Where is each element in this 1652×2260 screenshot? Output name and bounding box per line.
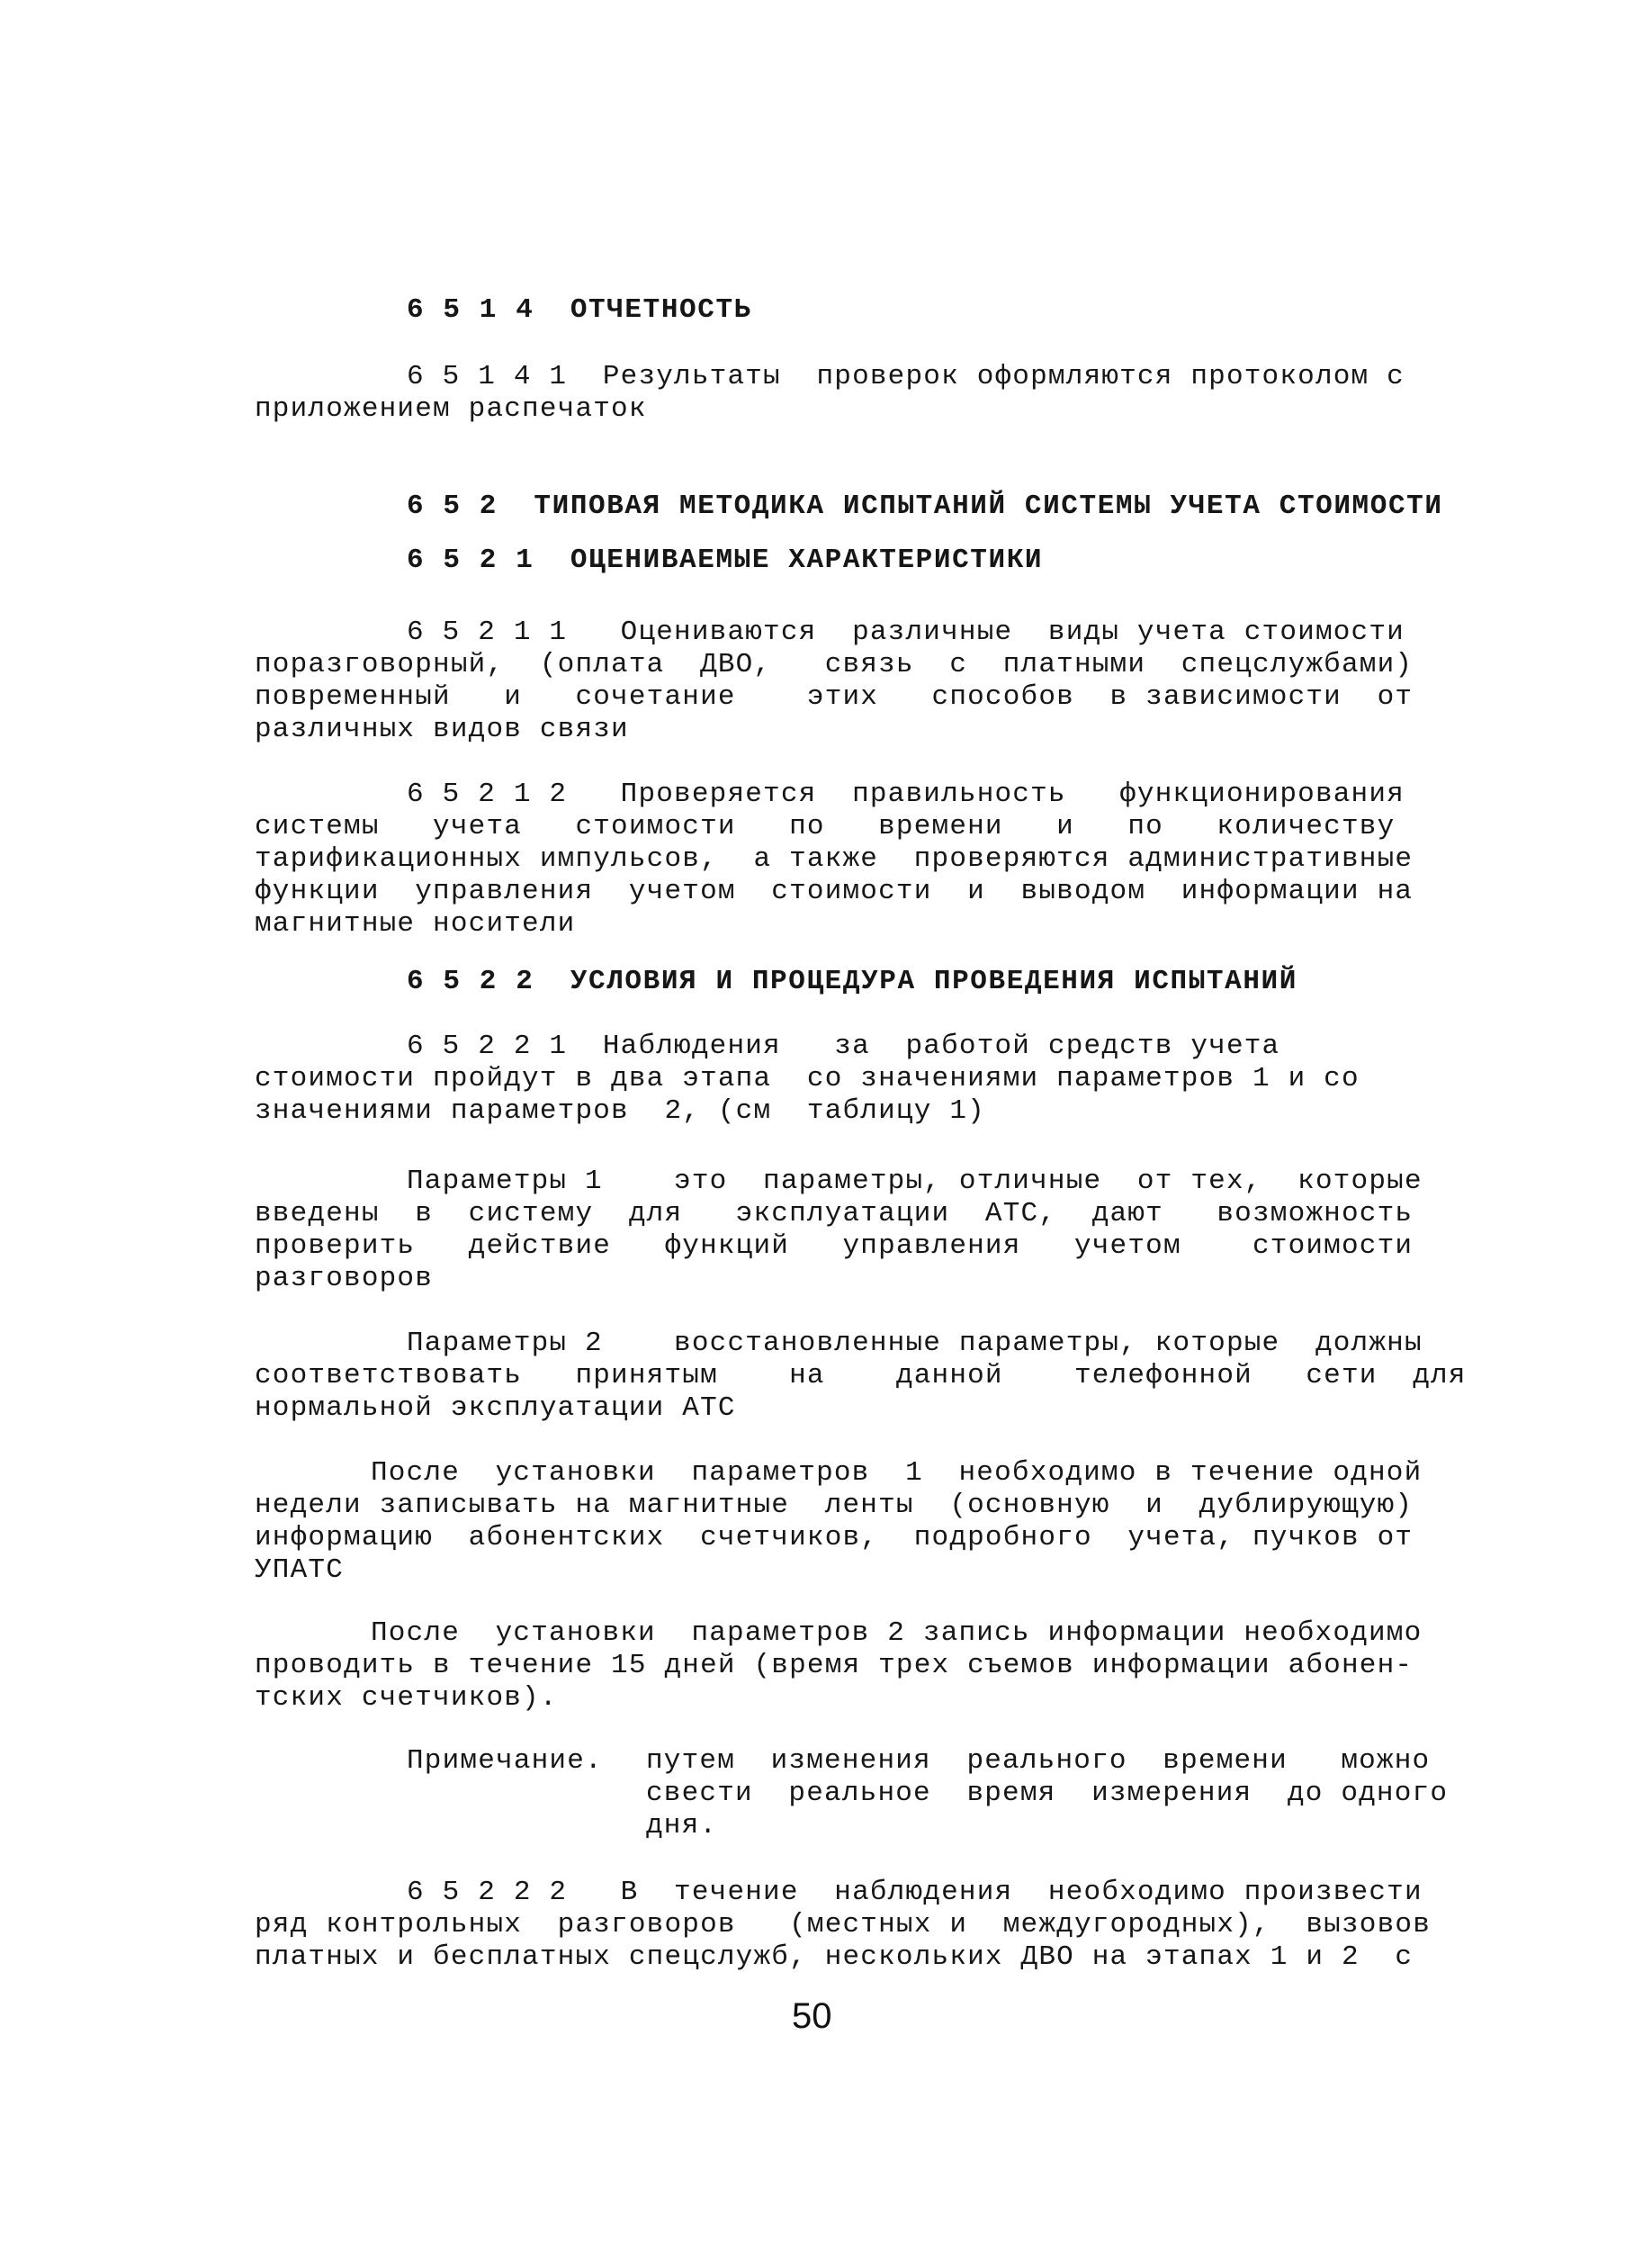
paragraph-params1-line: введены в систему для эксплуатации АТС, дают возможность — [255, 1198, 1414, 1229]
note-text-line: свести реальное время измерения до одного — [646, 1778, 1449, 1809]
paragraph-65221-line: значениями параметров 2, (см таблицу 1) — [255, 1095, 985, 1127]
paragraph-65211-line: 6 5 2 1 1 Оцениваются различные виды учета стоимости — [407, 617, 1405, 648]
paragraph-65221-line: 6 5 2 2 1 Наблюдения за работой средств учета — [407, 1031, 1280, 1062]
paragraph-after-params2-line: тских счетчиков). — [255, 1682, 558, 1714]
paragraph-after-params1-line: УПАТС — [255, 1554, 345, 1586]
paragraph-params1-line: разговоров — [255, 1263, 434, 1294]
paragraph-65222-line: 6 5 2 2 2 В течение наблюдения необходимо произвести — [407, 1877, 1423, 1908]
paragraph-params1-line: Параметры 1 это параметры, отличные от тех, которые — [407, 1166, 1423, 1197]
section-heading-6521: 6 5 2 1 ОЦЕНИВАЕМЫЕ ХАРАКТЕРИСТИКИ — [407, 545, 1044, 576]
paragraph-65222-line: ряд контрольных разговоров (местных и междугородных), вызовов — [255, 1909, 1431, 1940]
paragraph-65212-line: тарификационных импульсов, а также проверяются административные — [255, 843, 1414, 875]
paragraph-after-params2-line: проводить в течение 15 дней (время трех съемов информации абонен- — [255, 1650, 1414, 1681]
paragraph-65212-line: магнитные носители — [255, 908, 576, 940]
paragraph-65212-line: функции управления учетом стоимости и выводом информации на — [255, 876, 1414, 907]
section-heading-6514: 6 5 1 4 ОТЧЕТНОСТЬ — [407, 294, 752, 326]
paragraph-after-params1-line: После установки параметров 1 необходимо в течение одной — [371, 1457, 1423, 1489]
paragraph-65211-line: поразговорный, (оплата ДВО, связь с платными спецслужбами) — [255, 649, 1414, 680]
section-heading-652: 6 5 2 ТИПОВАЯ МЕТОДИКА ИСПЫТАНИЙ СИСТЕМЫ УЧЕТА СТОИМОСТИ — [407, 491, 1443, 522]
paragraph-params2-line: нормальной эксплуатации АТС — [255, 1392, 736, 1424]
paragraph-65211-line: повременный и сочетание этих способов в зависимости от — [255, 681, 1414, 713]
paragraph-65211-line: различных видов связи — [255, 714, 629, 745]
note-label: Примечание. — [407, 1745, 603, 1777]
paragraph-65141-line: приложением распечаток — [255, 393, 647, 425]
section-heading-6522: 6 5 2 2 УСЛОВИЯ И ПРОЦЕДУРА ПРОВЕДЕНИЯ ИСПЫТАНИЙ — [407, 966, 1297, 997]
paragraph-params1-line: проверить действие функций управления учетом стоимости — [255, 1230, 1414, 1262]
paragraph-params2-line: Параметры 2 восстановленные параметры, которые должны — [407, 1328, 1423, 1359]
paragraph-65141-line: 6 5 1 4 1 Результаты проверок оформляются протоколом с — [407, 361, 1405, 392]
note-text-line: дня. — [646, 1810, 718, 1841]
paragraph-after-params1-line: недели записывать на магнитные ленты (основную и дублирующую) — [255, 1490, 1414, 1521]
paragraph-65221-line: стоимости пройдут в два этапа со значениями параметров 1 и со — [255, 1063, 1360, 1094]
paragraph-65212-line: 6 5 2 1 2 Проверяется правильность функционирования — [407, 779, 1405, 810]
paragraph-params2-line: соответствовать принятым на данной телефонной сети для — [255, 1360, 1467, 1391]
note-text-line: путем изменения реального времени можно — [646, 1745, 1431, 1777]
paragraph-after-params1-line: информацию абонентских счетчиков, подробного учета, пучков от — [255, 1522, 1414, 1553]
page-number: 50 — [792, 1996, 832, 2036]
paragraph-after-params2-line: После установки параметров 2 запись информации необходимо — [371, 1617, 1423, 1649]
paragraph-65222-line: платных и бесплатных спецслужб, нескольких ДВО на этапах 1 и 2 с — [255, 1941, 1414, 1973]
paragraph-65212-line: системы учета стоимости по времени и по количеству — [255, 811, 1396, 842]
